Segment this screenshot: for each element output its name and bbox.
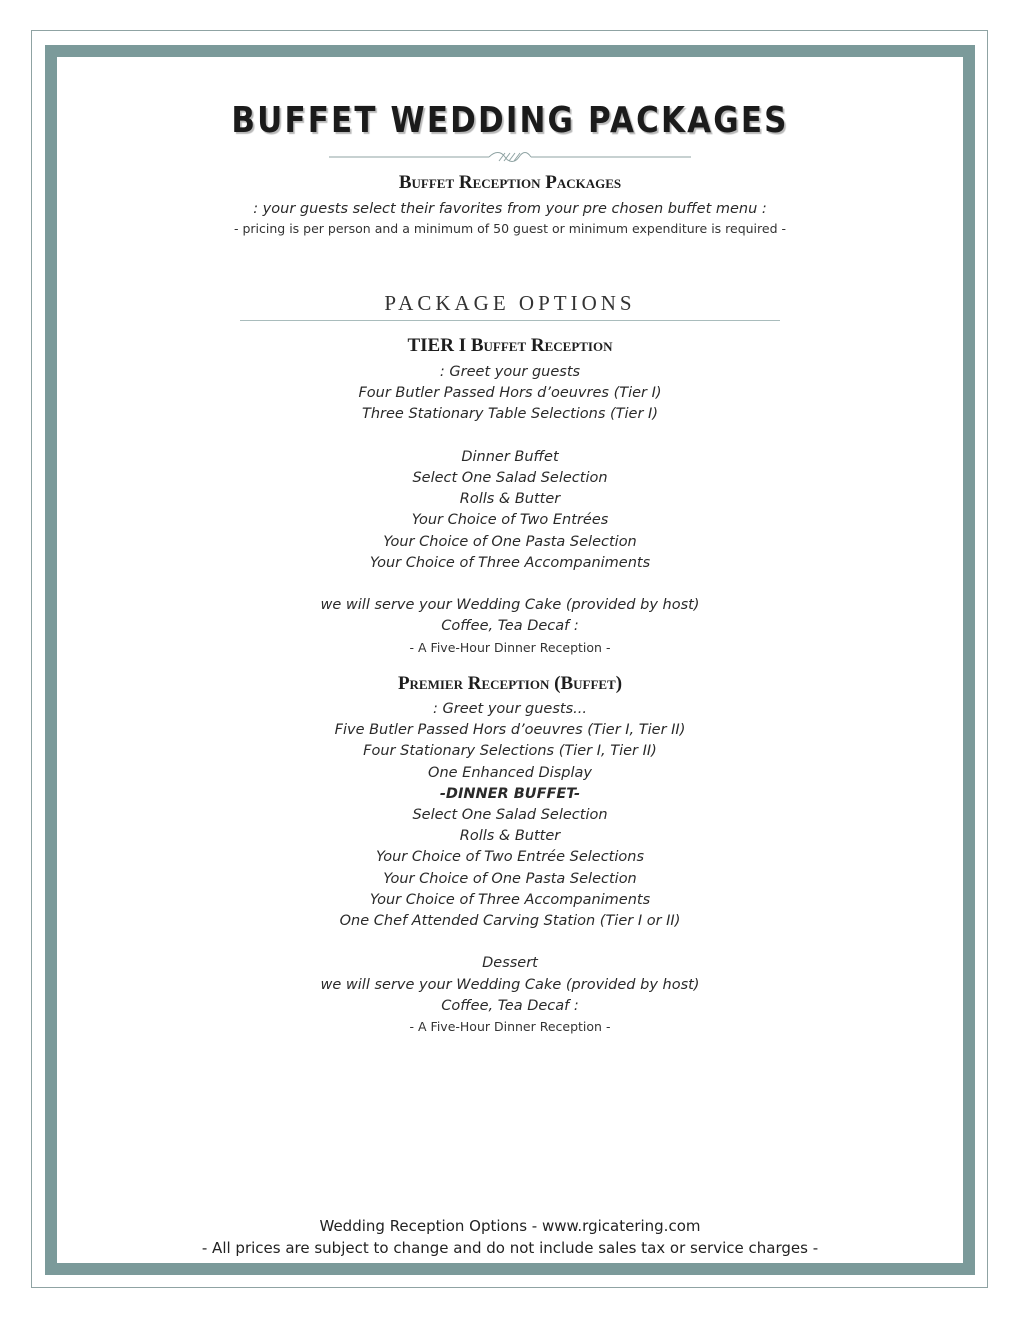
menu-line: Four Stationary Selections (Tier I, Tier II): [363, 743, 657, 760]
footer-disclaimer: - All prices are subject to change and do not include sales tax or service charges -: [201, 1239, 819, 1257]
duration-note: - A Five-Hour Dinner Reception -: [409, 1019, 611, 1035]
premier-menu: [0, 699, 1020, 1034]
menu-line: Select One Salad Selection: [412, 470, 608, 486]
menu-line: Rolls & Butter: [459, 491, 561, 508]
menu-line: One Chef Attended Carving Station (Tier I or II): [339, 913, 681, 930]
spacer: [0, 932, 1020, 953]
menu-line: Five Butler Passed Hors d’oeuvres (Tier I, Tier II): [334, 722, 686, 739]
flourish-divider-icon: [329, 150, 691, 164]
menu-line: Your Choice of Two Entrées: [411, 512, 609, 529]
menu-line: : Greet your guests: [439, 364, 581, 380]
menu-line: Your Choice of Two Entrée Selections: [375, 849, 645, 866]
menu-line: Your Choice of One Pasta Selection: [383, 870, 637, 887]
footer-website: Wedding Reception Options - www.rgicatering.com: [319, 1217, 701, 1235]
page-title: BUFFET WEDDING PACKAGES: [231, 100, 789, 141]
menu-line: : Greet your guests...: [433, 701, 587, 717]
menu-line: Your Choice of Three Accompaniments: [369, 891, 651, 908]
spacer: [0, 574, 1020, 595]
tagline: : your guests select their favorites from your pre chosen buffet menu :: [253, 201, 767, 217]
package-options-heading: PACKAGE OPTIONS: [384, 291, 636, 315]
section-subtitle: Buffet Reception Packages: [398, 172, 622, 193]
menu-line: Four Butler Passed Hors d’oeuvres (Tier I): [358, 385, 662, 402]
spacer: [0, 426, 1020, 447]
menu-line: Select One Salad Selection: [412, 807, 608, 824]
menu-line: we will serve your Wedding Cake (provided by host): [320, 976, 700, 993]
menu-line: Your Choice of One Pasta Selection: [383, 533, 637, 550]
section-divider: [240, 320, 780, 321]
menu-line: Rolls & Butter: [459, 828, 561, 845]
menu-line: we will serve your Wedding Cake (provided by host): [320, 597, 700, 614]
duration-note: - A Five-Hour Dinner Reception -: [409, 639, 611, 655]
menu-line: Dinner Buffet: [461, 448, 559, 465]
dinner-buffet-label: -DINNER BUFFET-: [439, 785, 581, 802]
menu-line: Coffee, Tea Decaf :: [441, 618, 579, 635]
premier-heading: Premier Reception (Buffet): [397, 673, 623, 694]
menu-line: Dessert: [482, 955, 538, 972]
pricing-note: - pricing is per person and a minimum of 50 guest or minimum expenditure is required -: [233, 221, 787, 236]
menu-line: One Enhanced Display: [428, 764, 592, 781]
menu-line: Three Stationary Table Selections (Tier I): [362, 406, 658, 423]
tier1-menu: [0, 362, 1020, 655]
menu-line: Coffee, Tea Decaf :: [441, 997, 579, 1014]
menu-line: Your Choice of Three Accompaniments: [369, 554, 651, 571]
tier1-heading: TIER I Buffet Reception: [407, 335, 613, 356]
